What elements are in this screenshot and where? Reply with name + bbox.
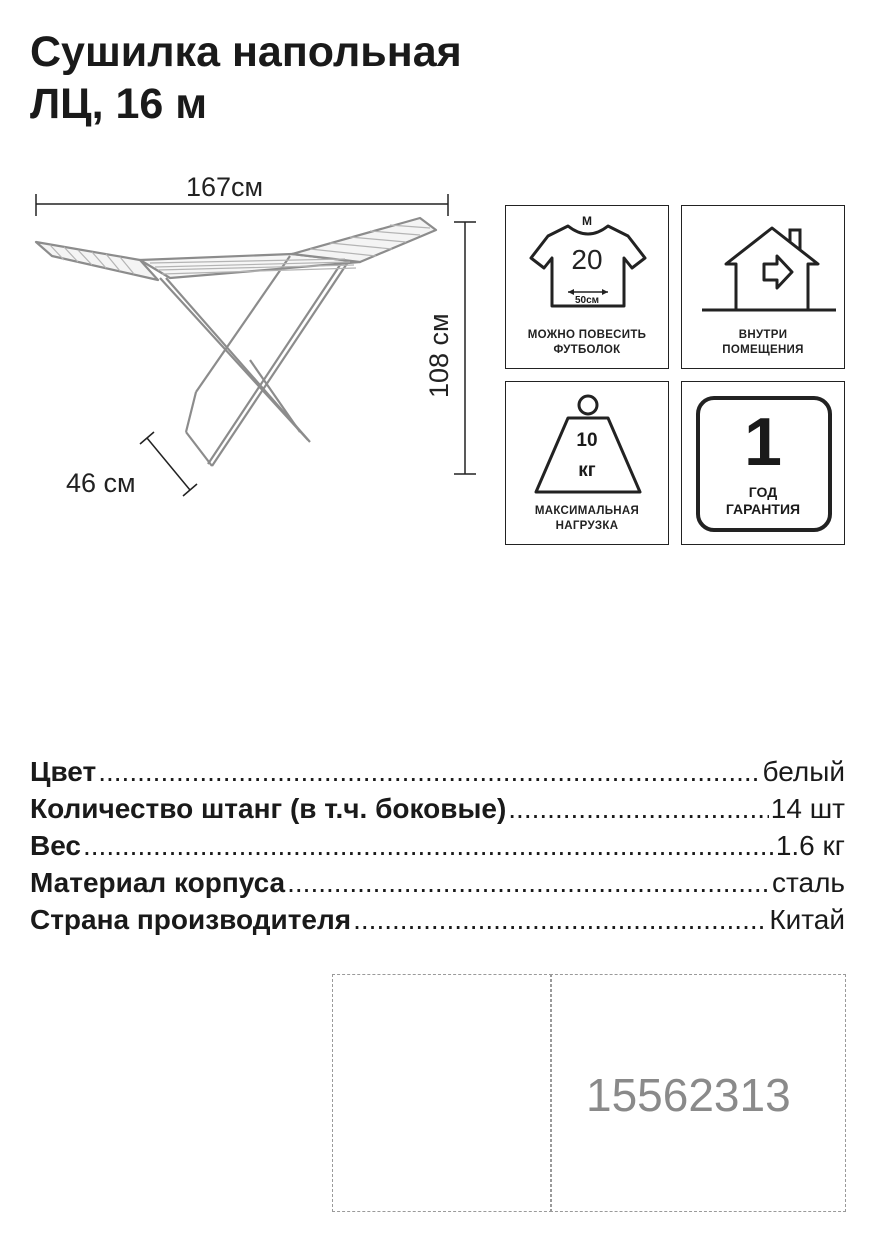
depth-dimension-label: 46 см [66, 468, 136, 498]
spec-row-color [30, 756, 845, 793]
warranty-icon-box [681, 381, 845, 545]
spec-value: 14 шт [770, 793, 845, 824]
spec-leader-dots [83, 830, 774, 862]
indoor-use-icon-box [681, 205, 845, 369]
spec-label: Количество штанг (в т.ч. боковые) [30, 793, 507, 824]
specifications-list [30, 756, 845, 941]
spec-value: Китай [769, 904, 845, 935]
spec-leader-dots [508, 793, 769, 825]
dryer-illustration [0, 160, 480, 520]
indoor-caption-line-2: ПОМЕЩЕНИЯ [722, 344, 804, 356]
tshirt-size-letter: M [582, 214, 592, 228]
tshirt-caption-line-2: ФУТБОЛОК [553, 344, 621, 356]
spec-label: Вес [30, 830, 81, 861]
spec-value: сталь [771, 867, 845, 898]
spec-value: белый [762, 756, 845, 787]
tshirt-capacity-icon-box [505, 205, 669, 369]
price-label-left-cell [332, 974, 552, 1212]
spec-leader-dots [98, 756, 760, 788]
weight-unit: кг [578, 460, 596, 481]
spec-leader-dots [353, 904, 767, 936]
spec-value: 1.6 кг [775, 830, 845, 861]
spec-row-bar-count [30, 793, 845, 830]
warranty-line-1: ГОД [748, 484, 778, 500]
warranty-years: 1 [744, 404, 782, 480]
spec-leader-dots [287, 867, 770, 899]
weight-caption-line-1: МАКСИМАЛЬНАЯ [534, 505, 640, 517]
warranty-line-2: ГАРАНТИЯ [725, 501, 801, 517]
max-load-icon-box [505, 381, 669, 545]
spec-row-material [30, 867, 845, 904]
tshirt-length: 50см [574, 295, 600, 306]
spec-label: Материал корпуса [30, 867, 286, 898]
product-title-line-1: Сушилка напольная [30, 28, 462, 76]
weight-caption-line-2: НАГРУЗКА [555, 520, 619, 532]
product-title-line-2: ЛЦ, 16 м [30, 80, 208, 128]
product-code: 15562313 [586, 1069, 791, 1121]
spec-row-weight [30, 830, 845, 867]
width-dimension-label: 167см [186, 172, 264, 202]
spec-row-country [30, 904, 845, 941]
height-dimension-label: 108 см [424, 313, 454, 398]
tshirt-caption-line-1: МОЖНО ПОВЕСИТЬ [527, 329, 647, 341]
tshirt-count: 20 [571, 244, 603, 275]
product-title [30, 26, 462, 130]
indoor-caption-line-1: ВНУТРИ [738, 329, 788, 341]
spec-label: Страна производителя [30, 904, 352, 935]
spec-label: Цвет [30, 756, 97, 787]
weight-value: 10 [576, 430, 598, 451]
